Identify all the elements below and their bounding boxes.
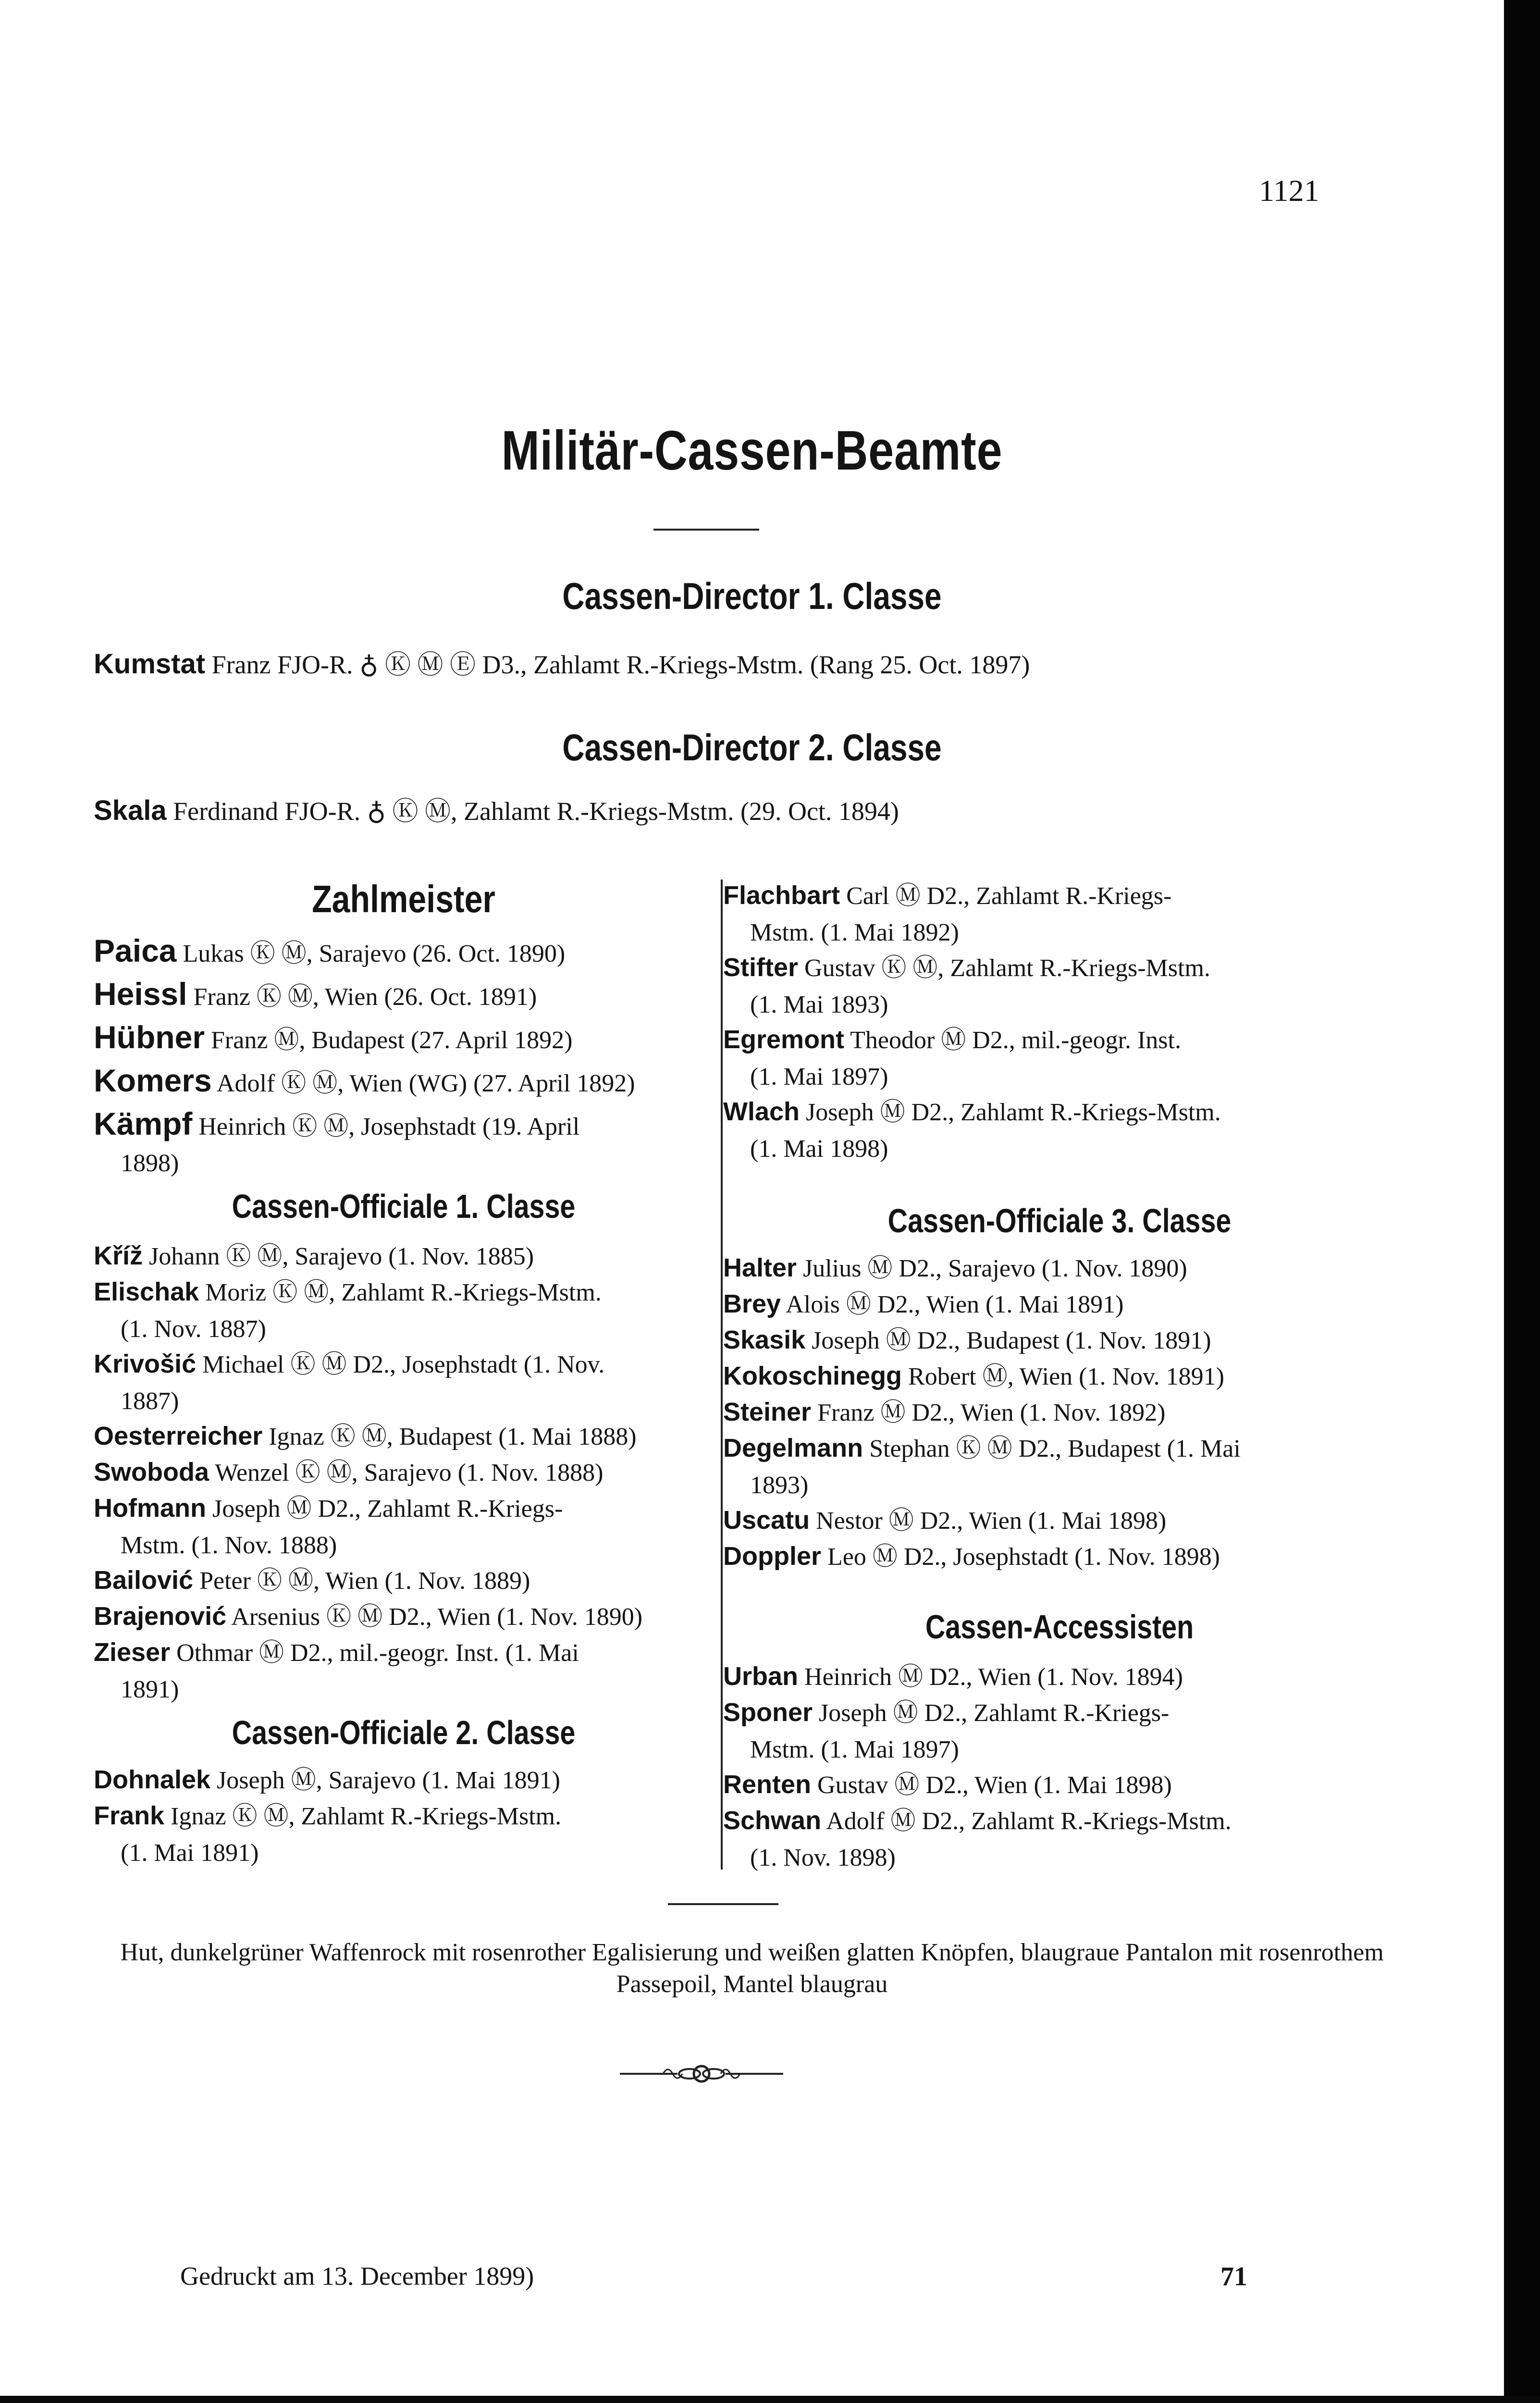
officiale3-heading: Cassen-Officiale 3. Classe [887, 1202, 1232, 1239]
person-name: Hofmann [94, 1494, 206, 1523]
accessisten-heading: Cassen-Accessisten [925, 1608, 1194, 1646]
entry-details: Lukas Ⓚ Ⓜ, Sarajevo (26. Oct. 1890) [183, 940, 566, 967]
entry-details: Franz Ⓜ D2., Wien (1. Nov. 1892) [817, 1399, 1166, 1426]
person-name: Sponer [723, 1698, 813, 1727]
entry-details: Joseph Ⓜ D2., Budapest (1. Nov. 1891) [812, 1327, 1211, 1354]
printed-date: Gedruckt am 13. December 1899) [180, 2262, 534, 2291]
entry-details: Franz Ⓚ Ⓜ, Wien (26. Oct. 1891) [193, 983, 537, 1011]
accessisten-row [723, 1802, 1232, 1876]
scan-edge-right [1504, 0, 1540, 2403]
person-name: Elischak [94, 1277, 199, 1306]
person-name: Uscatu [723, 1506, 810, 1535]
accessisten-row [723, 1694, 1169, 1768]
person-name: Schwan [723, 1806, 822, 1835]
zahlmeister-heading: Zahlmeister [312, 878, 495, 920]
person-name: Heissl [94, 976, 187, 1012]
page-number: 1121 [1259, 173, 1319, 208]
entry-details: Alois Ⓜ D2., Wien (1. Mai 1891) [786, 1291, 1124, 1318]
director2-entry [94, 791, 899, 828]
person-name: Wlach [723, 1097, 800, 1126]
person-name: Bailović [94, 1566, 194, 1595]
director2-heading: Cassen-Director 2. Classe [562, 726, 942, 768]
entry-details: Adolf Ⓚ Ⓜ, Wien (WG) (27. April 1892) [216, 1070, 635, 1097]
officiale1-row [94, 1490, 563, 1564]
officiale3-row [723, 1358, 1224, 1395]
person-name: Halter [723, 1253, 797, 1282]
person-name: Kříž [94, 1241, 143, 1270]
entry-details: Michael Ⓚ Ⓜ D2., Josephstadt (1. Nov. [202, 1351, 605, 1378]
entry-details: Heinrich Ⓜ D2., Wien (1. Nov. 1894) [804, 1663, 1183, 1691]
person-name: Frank [94, 1801, 165, 1830]
entry-details: Stephan Ⓚ Ⓜ D2., Budapest (1. Mai [869, 1435, 1241, 1462]
entry-details: Leo Ⓜ D2., Josephstadt (1. Nov. 1898) [827, 1543, 1220, 1571]
entry-continuation: 1893) [750, 1472, 809, 1499]
officiale1-row [94, 1454, 603, 1491]
entry-details: Ignaz Ⓚ Ⓜ, Zahlamt R.-Kriegs-Mstm. [171, 1803, 562, 1830]
officiale3-row [723, 1250, 1187, 1287]
entry-details: Arsenius Ⓚ Ⓜ D2., Wien (1. Nov. 1890) [231, 1603, 643, 1631]
entry-details: Johann Ⓚ Ⓜ, Sarajevo (1. Nov. 1885) [149, 1243, 534, 1270]
person-name: Skala [94, 795, 167, 826]
officiale3-row [723, 1502, 1166, 1539]
entry-continuation: (1. Mai 1893) [750, 991, 888, 1018]
officiale1-row [94, 1418, 637, 1455]
scan-edge-bottom [0, 2396, 1540, 2403]
officiale2-row [723, 1021, 1181, 1095]
person-name: Swoboda [94, 1458, 209, 1486]
officiale3-row [723, 1430, 1241, 1504]
entry-continuation: (1. Mai 1898) [750, 1135, 888, 1163]
person-name: Kokoschinegg [723, 1362, 902, 1390]
officiale3-row [723, 1286, 1123, 1323]
entry-details: Franz Ⓜ, Budapest (27. April 1892) [211, 1027, 573, 1054]
entry-details: Franz FJO-R. ♁ Ⓚ Ⓜ Ⓔ D3., Zahlamt R.-Kriegs-Mstm. (Rang 25. Oct. 1897) [211, 650, 1030, 679]
entry-details: Peter Ⓚ Ⓜ, Wien (1. Nov. 1889) [199, 1567, 530, 1595]
entry-details: Joseph Ⓜ D2., Zahlamt R.-Kriegs- [212, 1495, 563, 1523]
person-name: Oesterreicher [94, 1422, 263, 1450]
officiale1-row [94, 1238, 534, 1275]
officiale2-row [723, 949, 1210, 1023]
zahlmeister-row [94, 932, 565, 972]
person-name: Degelmann [723, 1434, 863, 1462]
title-divider [653, 529, 759, 531]
person-name: Dohnalek [94, 1765, 211, 1794]
person-name: Krivošić [94, 1350, 197, 1378]
person-name: Stifter [723, 953, 799, 982]
officiale1-row [94, 1634, 579, 1708]
entry-continuation: (1. Nov. 1887) [121, 1315, 266, 1343]
page-title: Militär-Cassen-Beamte [501, 419, 1003, 482]
officiale2-row [723, 1093, 1221, 1167]
entry-details: Gustav Ⓜ D2., Wien (1. Mai 1898) [817, 1771, 1172, 1799]
entry-details: Adolf Ⓜ D2., Zahlamt R.-Kriegs-Mstm. [826, 1808, 1232, 1835]
entry-details: Othmar Ⓜ D2., mil.-geogr. Inst. (1. Mai [176, 1639, 579, 1667]
entry-details: Robert Ⓜ, Wien (1. Nov. 1891) [908, 1363, 1224, 1390]
person-name: Zieser [94, 1638, 171, 1667]
officiale2-heading: Cassen-Officiale 2. Classe [232, 1714, 576, 1751]
entry-continuation: 1887) [121, 1387, 179, 1415]
person-name: Kämpf [94, 1106, 193, 1141]
uniform-note: Hut, dunkelgrüner Waffenrock mit rosenrother Egalisierung und weißen glatten Knöpfen, blaugraue Pantalon mit rosenrothem Passepoil, Mantel blaugrau [120, 1939, 1384, 1998]
officiale1-row [94, 1346, 604, 1420]
entry-details: Nestor Ⓜ D2., Wien (1. Mai 1898) [816, 1507, 1167, 1535]
entry-details: Joseph Ⓜ, Sarajevo (1. Mai 1891) [217, 1767, 560, 1794]
person-name: Skasik [723, 1325, 806, 1354]
person-name: Brey [723, 1289, 781, 1318]
zahlmeister-row [94, 1019, 572, 1059]
entry-continuation: (1. Nov. 1898) [750, 1844, 896, 1871]
officiale3-row [723, 1538, 1220, 1575]
section-divider [668, 1903, 778, 1905]
entry-details: Joseph Ⓜ D2., Zahlamt R.-Kriegs- [819, 1699, 1170, 1727]
entry-continuation: (1. Mai 1897) [750, 1063, 888, 1090]
officiale2-row [94, 1797, 561, 1871]
entry-details: Heinrich Ⓚ Ⓜ, Josephstadt (19. April [198, 1113, 580, 1140]
entry-continuation: Mstm. (1. Mai 1892) [750, 919, 959, 946]
entry-details: Wenzel Ⓚ Ⓜ, Sarajevo (1. Nov. 1888) [215, 1459, 604, 1486]
entry-details: Ignaz Ⓚ Ⓜ, Budapest (1. Mai 1888) [269, 1423, 637, 1450]
person-name: Flachbart [723, 881, 840, 910]
person-name: Kumstat [94, 648, 206, 680]
officiale2-row [723, 877, 1171, 951]
person-name: Doppler [723, 1542, 822, 1571]
director1-heading: Cassen-Director 1. Classe [562, 575, 942, 617]
entry-continuation: Mstm. (1. Mai 1897) [750, 1736, 959, 1763]
entry-details: Moriz Ⓚ Ⓜ, Zahlamt R.-Kriegs-Mstm. [205, 1279, 602, 1306]
director1-entry [94, 644, 1030, 681]
entry-details: Carl Ⓜ D2., Zahlamt R.-Kriegs- [846, 882, 1172, 910]
person-name: Urban [723, 1662, 799, 1691]
entry-details: Theodor Ⓜ D2., mil.-geogr. Inst. [850, 1027, 1181, 1054]
person-name: Brajenović [94, 1602, 227, 1631]
officiale1-row [94, 1562, 530, 1599]
officiale3-row [723, 1322, 1211, 1359]
entry-details: Ferdinand FJO-R. ♁ Ⓚ Ⓜ, Zahlamt R.-Kriegs-Mstm. (29. Oct. 1894) [173, 797, 899, 826]
accessisten-row [723, 1658, 1183, 1696]
person-name: Paica [94, 933, 177, 968]
zahlmeister-row [94, 1105, 579, 1182]
person-name: Steiner [723, 1398, 812, 1426]
zahlmeister-row [94, 1062, 635, 1102]
person-name: Egremont [723, 1025, 845, 1054]
officiale1-row [94, 1598, 642, 1635]
entry-details: Gustav Ⓚ Ⓜ, Zahlamt R.-Kriegs-Mstm. [804, 954, 1210, 982]
sheet-number: 71 [1220, 2262, 1247, 2292]
zahlmeister-row [94, 976, 537, 1016]
officiale1-heading: Cassen-Officiale 1. Classe [232, 1188, 576, 1225]
accessisten-row [723, 1766, 1172, 1804]
column-divider [721, 879, 723, 1870]
entry-continuation: Mstm. (1. Nov. 1888) [121, 1532, 337, 1559]
person-name: Hübner [94, 1019, 205, 1055]
officiale2-row [94, 1761, 560, 1799]
entry-continuation: (1. Mai 1891) [121, 1839, 259, 1867]
person-name: Renten [723, 1770, 812, 1799]
officiale3-row [723, 1394, 1165, 1431]
entry-details: Joseph Ⓜ D2., Zahlamt R.-Kriegs-Mstm. [806, 1099, 1221, 1126]
ornament-icon [620, 2059, 783, 2088]
person-name: Komers [94, 1063, 212, 1098]
entry-continuation: 1898) [121, 1150, 179, 1177]
officiale1-row [94, 1274, 602, 1348]
entry-details: Julius Ⓜ D2., Sarajevo (1. Nov. 1890) [803, 1255, 1187, 1282]
entry-continuation: 1891) [121, 1676, 179, 1703]
